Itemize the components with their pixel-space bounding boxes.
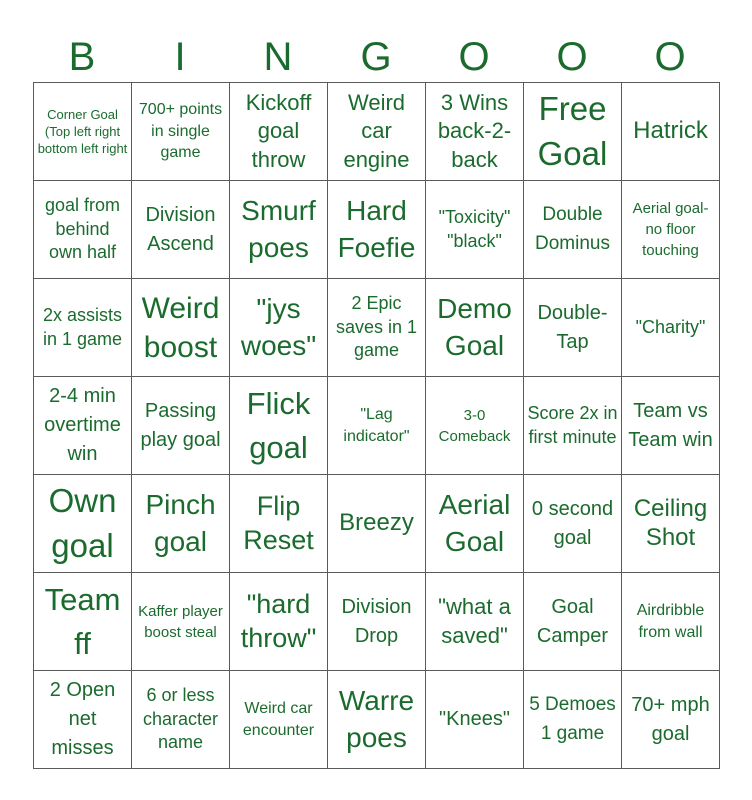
bingo-cell-label: "jys woes": [240, 293, 317, 361]
bingo-cell-r3-c1[interactable]: [34, 279, 132, 377]
bingo-cell-label: Weird boost: [141, 291, 220, 364]
bingo-cell-r6-c4[interactable]: [328, 573, 426, 671]
header-letter-o-2: O: [556, 35, 588, 79]
bingo-cell-r7-c4[interactable]: [328, 671, 426, 769]
bingo-cell-label: Team ff: [44, 582, 121, 661]
bingo-cell-r5-c1[interactable]: [34, 475, 132, 573]
bingo-cell-label: Team vs Team win: [628, 399, 713, 451]
bingo-cell-r3-c6[interactable]: [524, 279, 622, 377]
bingo-cell-r5-c2[interactable]: [132, 475, 230, 573]
header-letter-i: I: [174, 35, 186, 79]
bingo-cell-label: Flick goal: [246, 386, 311, 465]
bingo-cell-label: Weird car engine: [343, 89, 410, 172]
bingo-cell-label: Smurf poes: [241, 195, 316, 263]
bingo-cell-r7-c5[interactable]: [426, 671, 524, 769]
bingo-cell-r3-c3[interactable]: [230, 279, 328, 377]
bingo-cell-label: Division Ascend: [145, 203, 216, 255]
bingo-cell-label: Double-Tap: [537, 301, 608, 353]
bingo-cell-label: Aerial Goal: [438, 489, 511, 557]
bingo-cell-r2-c1[interactable]: [34, 181, 132, 279]
bingo-cell-label: Double Dominus: [535, 204, 610, 254]
bingo-cell-label: Aerial goal-no floor touching: [632, 200, 709, 259]
bingo-cell-r4-c1[interactable]: [34, 377, 132, 475]
bingo-cell-r7-c3[interactable]: [230, 671, 328, 769]
bingo-cell-r7-c1[interactable]: [34, 671, 132, 769]
bingo-cell-label: Passing play goal: [140, 399, 221, 451]
bingo-cell-label: Flip Reset: [243, 490, 314, 555]
bingo-cell-label: 700+ points in single game: [138, 101, 223, 162]
bingo-cell-r3-c7[interactable]: [622, 279, 720, 377]
bingo-cell-label: 3-0 Comeback: [438, 406, 511, 445]
bingo-cell-r4-c6[interactable]: [524, 377, 622, 475]
bingo-cell-r2-c5[interactable]: [426, 181, 524, 279]
bingo-cell-r2-c7[interactable]: [622, 181, 720, 279]
bingo-cell-label: Hard Foefie: [337, 195, 416, 263]
bingo-cell-r1-c1[interactable]: [34, 83, 132, 181]
bingo-cell-r2-c2[interactable]: [132, 181, 230, 279]
bingo-cell-r6-c2[interactable]: [132, 573, 230, 671]
bingo-cell-label: "Knees": [439, 708, 510, 730]
bingo-cell-label: "what a saved": [438, 593, 511, 648]
bingo-cell-r2-c3[interactable]: [230, 181, 328, 279]
bingo-cell-label: 70+ mph goal: [631, 693, 710, 745]
bingo-cell-label: Hatrick: [633, 117, 708, 145]
header-letter-g: G: [360, 35, 392, 79]
header-letter-n: N: [263, 35, 293, 79]
bingo-cell-label: goal from behind own half: [44, 195, 121, 263]
bingo-cell-r1-c6[interactable]: [524, 83, 622, 181]
bingo-board: [33, 82, 720, 769]
bingo-cell-r3-c5[interactable]: [426, 279, 524, 377]
bingo-cell-label: Weird car encounter: [242, 699, 315, 739]
bingo-cell-r1-c3[interactable]: [230, 83, 328, 181]
bingo-cell-r7-c7[interactable]: [622, 671, 720, 769]
bingo-cell-label: Airdribble from wall: [636, 601, 705, 641]
bingo-cell-label: 2 Open net misses: [49, 679, 116, 759]
header-letter-b: B: [68, 35, 96, 79]
bingo-cell-r4-c2[interactable]: [132, 377, 230, 475]
bingo-cell-label: "Charity": [635, 316, 706, 337]
bingo-cell-r6-c5[interactable]: [426, 573, 524, 671]
bingo-cell-r7-c6[interactable]: [524, 671, 622, 769]
bingo-cell-label: Division Drop: [341, 595, 412, 647]
bingo-cell-r1-c2[interactable]: [132, 83, 230, 181]
bingo-cell-label: 2 Epic saves in 1 game: [335, 293, 418, 361]
bingo-cell-label: Score 2x in first minute: [527, 403, 618, 447]
bingo-cell-label: 5 Demoes 1 game: [529, 694, 616, 744]
bingo-cell-label: Breezy: [339, 509, 414, 537]
bingo-cell-label: Ceiling Shot: [633, 494, 708, 551]
bingo-cell-label: Kickoff goal throw: [245, 89, 312, 172]
bingo-cell-label: 2-4 min overtime win: [44, 385, 121, 465]
bingo-cell-label: Demo Goal: [437, 293, 512, 361]
bingo-cell-label: "hard throw": [240, 588, 317, 653]
bingo-cell-r4-c7[interactable]: [622, 377, 720, 475]
bingo-cell-r2-c4[interactable]: [328, 181, 426, 279]
bingo-cell-label: "Lag indicator": [343, 405, 410, 445]
bingo-cell-r4-c3[interactable]: [230, 377, 328, 475]
bingo-cell-r6-c7[interactable]: [622, 573, 720, 671]
bingo-cell-label: 2x assists in 1 game: [42, 305, 123, 349]
bingo-cell-r1-c5[interactable]: [426, 83, 524, 181]
bingo-cell-r4-c4[interactable]: [328, 377, 426, 475]
bingo-cell-label: Corner Goal (Top left right bottom left right: [37, 106, 128, 157]
bingo-cell-r5-c6[interactable]: [524, 475, 622, 573]
bingo-cell-r5-c3[interactable]: [230, 475, 328, 573]
bingo-cell-label: Pinch goal: [145, 489, 216, 557]
header-letter-o-3: O: [654, 35, 686, 79]
bingo-cell-r6-c1[interactable]: [34, 573, 132, 671]
bingo-cell-label: 0 second goal: [531, 497, 614, 549]
bingo-cell-label: 6 or less character name: [142, 685, 219, 753]
header-letter-o-1: O: [458, 35, 490, 79]
bingo-cell-label: Free Goal: [537, 89, 608, 172]
bingo-cell-label: "Toxicity" "black": [438, 207, 511, 251]
bingo-cell-r4-c5[interactable]: [426, 377, 524, 475]
bingo-header: [33, 30, 719, 82]
bingo-cell-r6-c6[interactable]: [524, 573, 622, 671]
bingo-cell-label: Kaffer player boost steal: [138, 602, 223, 641]
bingo-cell-r5-c7[interactable]: [622, 475, 720, 573]
bingo-cell-r1-c7[interactable]: [622, 83, 720, 181]
bingo-cell-label: Warre poes: [338, 685, 415, 753]
bingo-cell-r6-c3[interactable]: [230, 573, 328, 671]
bingo-cell-r5-c4[interactable]: [328, 475, 426, 573]
bingo-cell-r2-c6[interactable]: [524, 181, 622, 279]
bingo-cell-label: 3 Wins back-2-back: [437, 89, 512, 172]
bingo-cell-label: Own goal: [48, 481, 117, 564]
bingo-cell-label: Goal Camper: [536, 595, 609, 647]
bingo-cell-r3-c2[interactable]: [132, 279, 230, 377]
bingo-cell-r1-c4[interactable]: [328, 83, 426, 181]
bingo-cell-r5-c5[interactable]: [426, 475, 524, 573]
bingo-cell-r3-c4[interactable]: [328, 279, 426, 377]
bingo-cell-r7-c2[interactable]: [132, 671, 230, 769]
